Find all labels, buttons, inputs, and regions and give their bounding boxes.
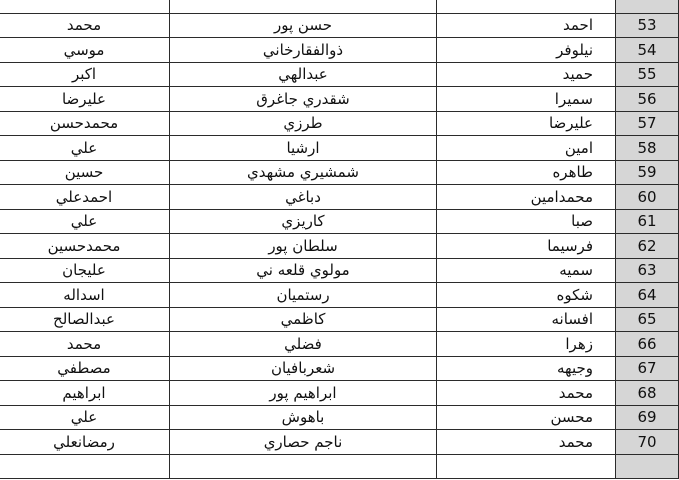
last-name-cell: ابراهيم پور xyxy=(170,381,437,406)
last-name-cell: شمشيري مشهدي xyxy=(170,160,437,185)
row-number-cell: 62 xyxy=(616,234,679,259)
father-name-cell: علي xyxy=(0,136,170,161)
father-name-cell: عبدالصالح xyxy=(0,307,170,332)
father-name-cell: محمدحسين xyxy=(0,234,170,259)
last-name-cell: كاظمي xyxy=(170,307,437,332)
father-name-cell: اسداله xyxy=(0,283,170,308)
row-number-cell: 66 xyxy=(616,332,679,357)
table-row xyxy=(0,234,679,259)
first-name-cell: سميرا xyxy=(437,87,616,112)
row-number-cell xyxy=(616,0,679,13)
father-name-cell: عليرضا xyxy=(0,87,170,112)
table-row xyxy=(0,160,679,185)
last-name-cell: طرزي xyxy=(170,111,437,136)
row-number-cell: 70 xyxy=(616,430,679,455)
father-name-cell: عليجان xyxy=(0,258,170,283)
row-number-cell xyxy=(616,454,679,479)
father-name-cell xyxy=(0,454,170,479)
row-number-cell: 56 xyxy=(616,87,679,112)
father-name-cell: محمد xyxy=(0,13,170,38)
row-number-cell: 59 xyxy=(616,160,679,185)
first-name-cell: حميد xyxy=(437,62,616,87)
first-name-cell: نيلوفر xyxy=(437,38,616,63)
row-number-cell: 57 xyxy=(616,111,679,136)
table-row xyxy=(0,381,679,406)
row-number-cell: 61 xyxy=(616,209,679,234)
row-number-cell: 67 xyxy=(616,356,679,381)
row-number-cell: 68 xyxy=(616,381,679,406)
father-name-cell: محمد xyxy=(0,332,170,357)
last-name-cell: كاريزي xyxy=(170,209,437,234)
table-row xyxy=(0,356,679,381)
table-row xyxy=(0,13,679,38)
father-name-cell: ابراهيم xyxy=(0,381,170,406)
table-row xyxy=(0,405,679,430)
table-row xyxy=(0,38,679,63)
table-row xyxy=(0,307,679,332)
first-name-cell: عليرضا xyxy=(437,111,616,136)
father-name-cell: رمضانعلي xyxy=(0,430,170,455)
table-row xyxy=(0,332,679,357)
father-name-cell: موسي xyxy=(0,38,170,63)
row-number-cell: 60 xyxy=(616,185,679,210)
table-row xyxy=(0,0,679,13)
table-row xyxy=(0,283,679,308)
first-name-cell: افسانه xyxy=(437,307,616,332)
last-name-cell: ارشيا xyxy=(170,136,437,161)
table-row xyxy=(0,185,679,210)
father-name-cell: علي xyxy=(0,209,170,234)
first-name-cell: شكوه xyxy=(437,283,616,308)
last-name-cell xyxy=(170,454,437,479)
last-name-cell xyxy=(170,0,437,13)
father-name-cell: علي xyxy=(0,405,170,430)
row-number-cell: 54 xyxy=(616,38,679,63)
father-name-cell: مصطفي xyxy=(0,356,170,381)
last-name-cell: شقدري جاغرق xyxy=(170,87,437,112)
first-name-cell: فرسيما xyxy=(437,234,616,259)
table-row xyxy=(0,209,679,234)
table-row xyxy=(0,136,679,161)
row-number-cell: 64 xyxy=(616,283,679,308)
last-name-cell: دباغي xyxy=(170,185,437,210)
last-name-cell: عبدالهي xyxy=(170,62,437,87)
first-name-cell: امين xyxy=(437,136,616,161)
first-name-cell: طاهره xyxy=(437,160,616,185)
first-name-cell: احمد xyxy=(437,13,616,38)
table-row xyxy=(0,258,679,283)
last-name-cell: ناجم حصاري xyxy=(170,430,437,455)
last-name-cell: باهوش xyxy=(170,405,437,430)
last-name-cell: سلطان پور xyxy=(170,234,437,259)
table-row xyxy=(0,62,679,87)
first-name-cell xyxy=(437,0,616,13)
row-number-cell: 58 xyxy=(616,136,679,161)
table-row xyxy=(0,87,679,112)
first-name-cell: محسن xyxy=(437,405,616,430)
table-row xyxy=(0,430,679,455)
father-name-cell: اكبر xyxy=(0,62,170,87)
last-name-cell: فضلي xyxy=(170,332,437,357)
last-name-cell: شعربافيان xyxy=(170,356,437,381)
last-name-cell: ذوالفقارخاني xyxy=(170,38,437,63)
first-name-cell: محمد xyxy=(437,381,616,406)
father-name-cell: احمدعلي xyxy=(0,185,170,210)
father-name-cell: حسين xyxy=(0,160,170,185)
first-name-cell: سميه xyxy=(437,258,616,283)
last-name-cell: رستميان xyxy=(170,283,437,308)
first-name-cell: محمد xyxy=(437,430,616,455)
row-number-cell: 55 xyxy=(616,62,679,87)
last-name-cell: مولوي قلعه ني xyxy=(170,258,437,283)
table-row xyxy=(0,111,679,136)
first-name-cell xyxy=(437,454,616,479)
row-number-cell: 69 xyxy=(616,405,679,430)
table-row xyxy=(0,454,679,479)
last-name-cell: حسن پور xyxy=(170,13,437,38)
first-name-cell: صبا xyxy=(437,209,616,234)
father-name-cell: محمدحسن xyxy=(0,111,170,136)
first-name-cell: محمدامين xyxy=(437,185,616,210)
row-number-cell: 65 xyxy=(616,307,679,332)
father-name-cell xyxy=(0,0,170,13)
row-number-cell: 63 xyxy=(616,258,679,283)
row-number-cell: 53 xyxy=(616,13,679,38)
first-name-cell: وجيهه xyxy=(437,356,616,381)
first-name-cell: زهرا xyxy=(437,332,616,357)
